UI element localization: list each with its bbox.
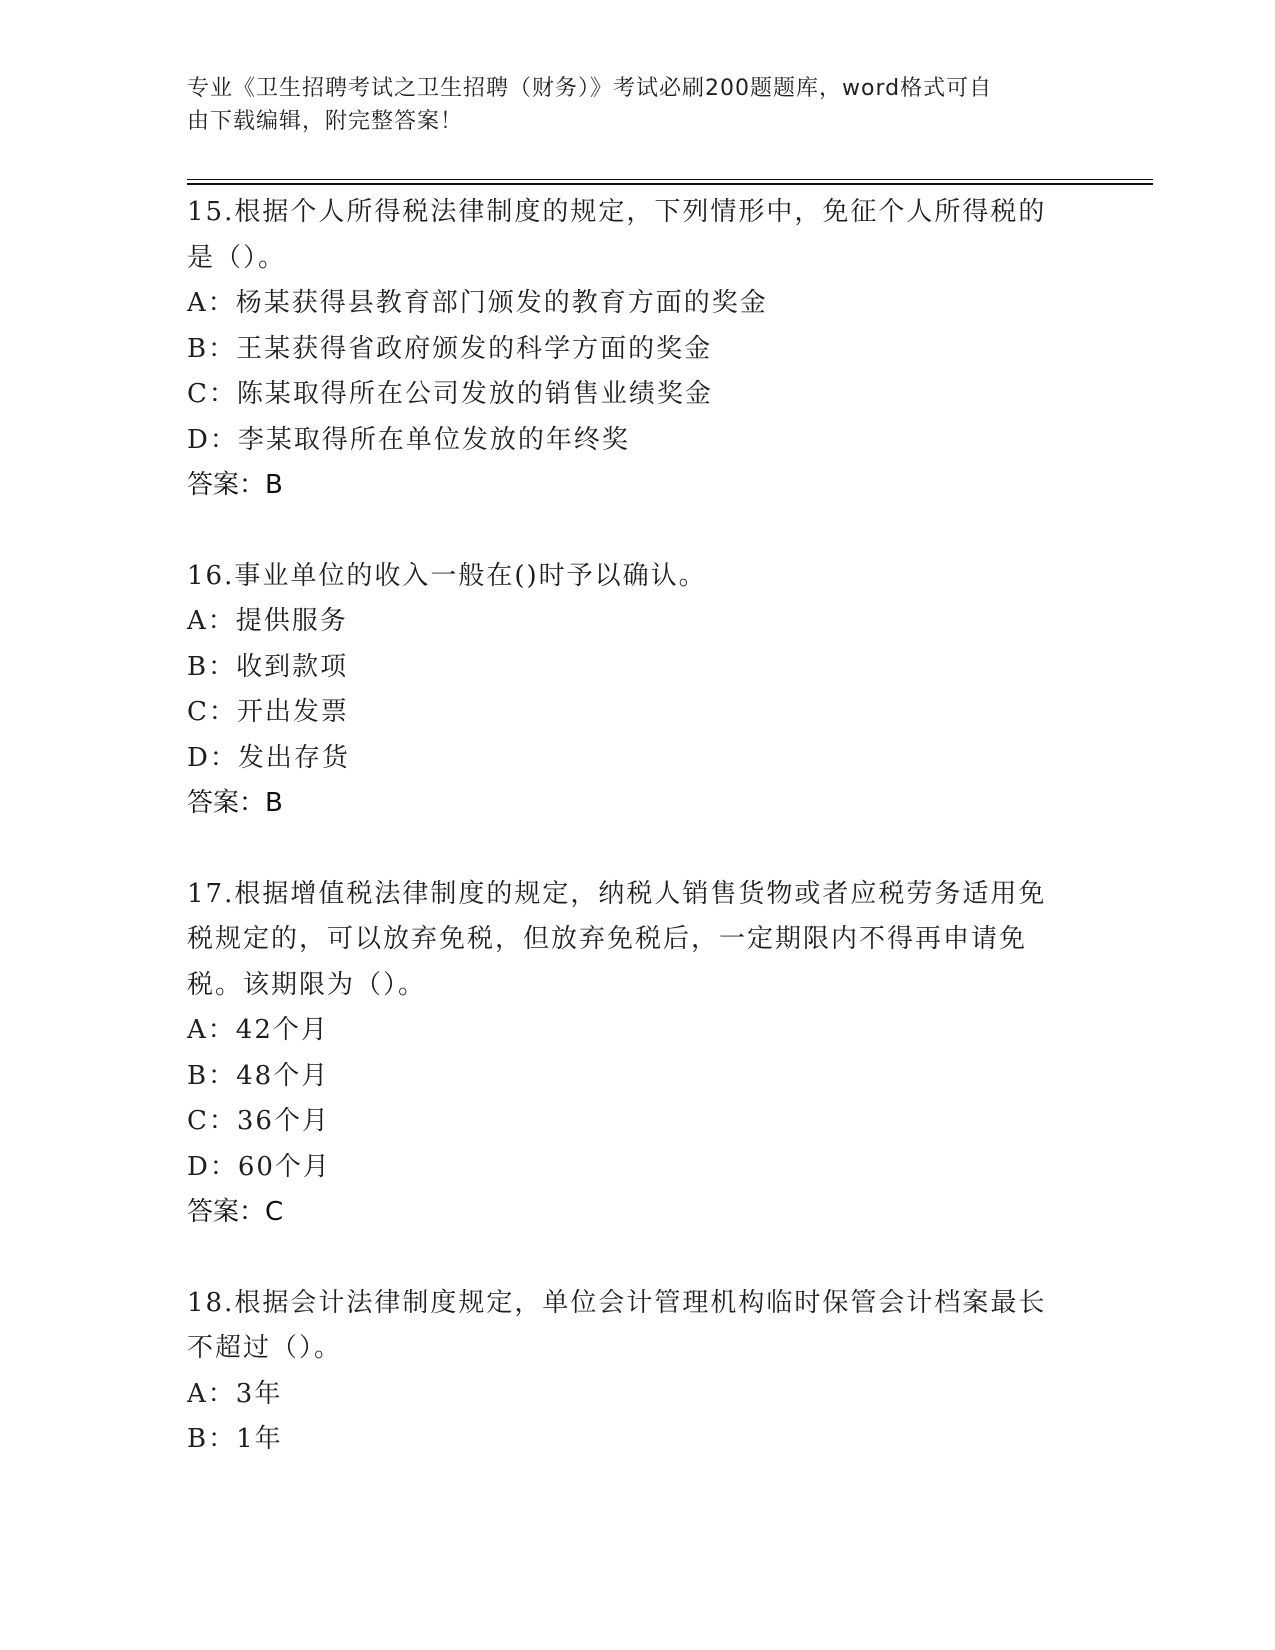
question-stem-line: 15.根据个人所得税法律制度的规定，下列情形中，免征个人所得税的 <box>187 197 1047 227</box>
header-divider-thick <box>187 183 1153 185</box>
option-d: D：60个月 <box>187 1151 331 1182</box>
answer: 答案：B <box>187 788 283 818</box>
header-line-1: 专业《卫生招聘考试之卫生招聘（财务）》考试必刷200题题库，word格式可自 <box>187 76 993 101</box>
option-c: C：开出发票 <box>187 697 349 727</box>
question-stem <box>187 554 1087 600</box>
answer: 答案：C <box>187 1197 284 1227</box>
answer: 答案：B <box>187 470 283 500</box>
option-c: C：陈某取得所在公司发放的销售业绩奖金 <box>187 379 713 409</box>
option-a: A：3年 <box>187 1378 283 1409</box>
question-stem <box>187 1281 1087 1372</box>
question-spacer <box>187 509 1087 554</box>
question-17 <box>187 872 1087 1236</box>
question-stem-line: 不超过（）。 <box>187 1333 343 1363</box>
question-stem <box>187 872 1087 1009</box>
option-a: A：提供服务 <box>187 606 348 636</box>
question-stem-line: 17.根据增值税法律制度的规定，纳税人销售货物或者应税劳务适用免 <box>187 878 1047 909</box>
option-b: B：收到款项 <box>187 651 349 682</box>
question-stem-line: 税。该期限为（）。 <box>187 969 427 1000</box>
question-stem-line: 税规定的，可以放弃免税，但放弃免税后，一定期限内不得再申请免 <box>187 924 1028 954</box>
option-a: A：42个月 <box>187 1015 329 1045</box>
question-spacer <box>187 1236 1087 1281</box>
option-c: C：36个月 <box>187 1106 330 1136</box>
header-divider-thin <box>187 179 1153 180</box>
question-16 <box>187 554 1087 827</box>
question-spacer <box>187 827 1087 872</box>
question-stem-line: 是（）。 <box>187 242 287 273</box>
question-list <box>187 190 1087 1463</box>
option-b: B：1年 <box>187 1424 283 1454</box>
question-stem <box>187 190 1087 281</box>
question-stem-line: 18.根据会计法律制度规定，单位会计管理机构临时保管会计档案最长 <box>187 1287 1047 1318</box>
option-b: B：王某获得省政府颁发的科学方面的奖金 <box>187 333 713 364</box>
question-15 <box>187 190 1087 509</box>
option-a: A：杨某获得县教育部门颁发的教育方面的奖金 <box>187 288 768 318</box>
option-d: D：发出存货 <box>187 742 350 773</box>
header-line-2: 由下载编辑，附完整答案！ <box>187 109 464 134</box>
question-stem-line: 16.事业单位的收入一般在()时予以确认。 <box>187 560 707 591</box>
option-d: D：李某取得所在单位发放的年终奖 <box>187 424 630 455</box>
option-b: B：48个月 <box>187 1060 330 1091</box>
question-18 <box>187 1281 1087 1463</box>
document-header <box>187 72 1087 138</box>
